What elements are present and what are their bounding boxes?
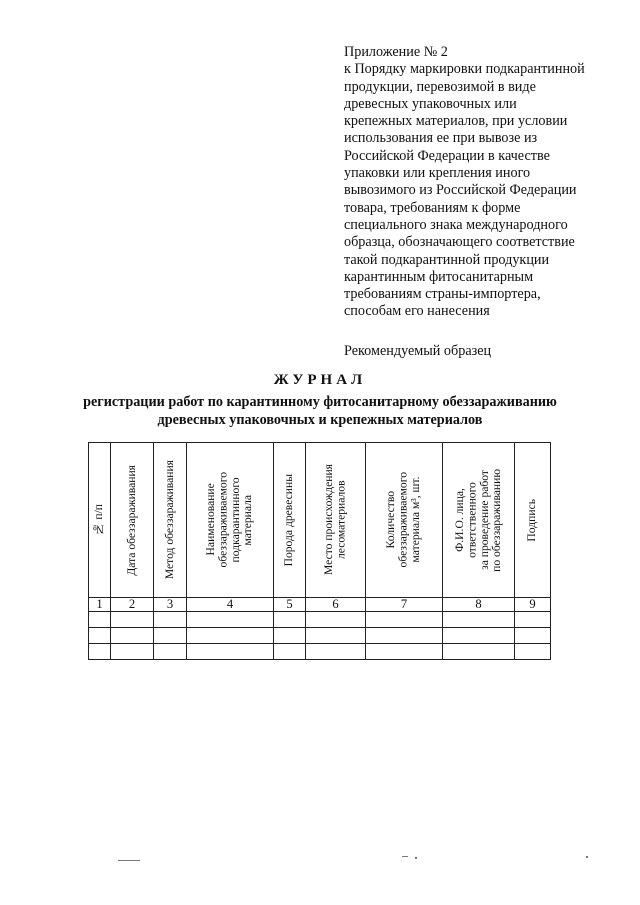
header-label: Место происхождения лесоматериалов [322,464,348,576]
appendix-line: требованиям страны-импортера, [344,286,541,303]
header-cell-signature [515,443,551,598]
appendix-line: к Порядку маркировки подкарантинной [344,61,585,78]
column-number: 5 [274,598,306,612]
column-number: 7 [366,598,443,612]
appendix-line: товара, требованиям к форме [344,199,521,216]
empty-cell [154,644,187,660]
appendix-line: древесных упаковочных или [344,95,517,112]
empty-cell [111,612,154,628]
column-number: 1 [89,598,111,612]
appendix-line: карантинным фитосанитарным [344,268,534,285]
column-number: 4 [187,598,274,612]
appendix-line: использования ее при вывозе из [344,130,538,147]
empty-cell [443,628,515,644]
header-label: Метод обеззараживания [162,460,176,580]
empty-cell [89,628,111,644]
header-cell-responsible-person [443,443,515,598]
scan-speck [415,857,417,859]
empty-cell [366,644,443,660]
appendix-line: специального знака международного [344,216,568,233]
appendix-line: крепежных материалов, при условии [344,113,568,130]
empty-cell [443,612,515,628]
column-number: 8 [443,598,515,612]
header-cell-material-name [187,443,274,598]
scan-speck [118,860,140,861]
header-label: Наименование обеззараживаемого подкарантинного материала [204,472,255,568]
header-label: Порода древесины [282,473,296,567]
empty-cell [515,612,551,628]
empty-cell [366,628,443,644]
empty-cell [306,612,366,628]
column-number: 2 [111,598,154,612]
empty-cell [89,644,111,660]
empty-cell [187,612,274,628]
empty-cell [154,628,187,644]
journal-table [88,442,551,660]
column-number-row [89,598,551,612]
header-label: Количество обеззараживаемого материала м³, шт. [384,472,423,568]
header-cell-wood-species [274,443,306,598]
empty-cell [274,612,306,628]
empty-cell [515,628,551,644]
appendix-line: образца, обозначающего соответствие [344,234,575,251]
document-subtitle-line-2: древесных упаковочных и крепежных материалов [157,412,483,428]
header-cell-quantity [366,443,443,598]
empty-cell [89,612,111,628]
empty-cell [306,628,366,644]
header-cell-date [111,443,154,598]
appendix-line: упаковки или крепления иного [344,165,531,182]
empty-cell [187,628,274,644]
column-number: 6 [306,598,366,612]
empty-cell [154,612,187,628]
empty-cell [366,612,443,628]
column-number: 3 [154,598,187,612]
empty-cell [111,644,154,660]
table-row [89,612,551,628]
header-cell-number [89,443,111,598]
document-title: ЖУРНАЛ [273,372,367,388]
appendix-line: способам его нанесения [344,303,490,320]
empty-cell [306,644,366,660]
column-number: 9 [515,598,551,612]
empty-cell [274,644,306,660]
empty-cell [443,644,515,660]
document-subtitle-line-1: регистрации работ по карантинному фитосанитарному обеззараживанию [83,394,557,410]
appendix-line: такой подкарантинной продукции [344,251,550,268]
appendix-line: вывозимого из Российской Федерации [344,182,577,199]
empty-cell [274,628,306,644]
empty-cell [515,644,551,660]
header-cell-method [154,443,187,598]
table-row [89,644,551,660]
header-label: Ф.И.О. лица, ответственного за проведение работ по обеззараживанию [452,468,503,572]
table-header-row [89,443,551,598]
empty-cell [111,628,154,644]
table-row [89,628,551,644]
scan-speck [402,856,408,857]
header-label: № п/п [92,504,106,536]
appendix-line: продукции, перевозимой в виде [344,78,536,95]
scan-speck [586,856,588,858]
header-label: Подпись [525,498,539,542]
appendix-line: Российской Федерации в качестве [344,147,550,164]
appendix-block [344,44,636,321]
header-label: Дата обеззараживания [124,464,138,576]
header-cell-origin [306,443,366,598]
appendix-line: Приложение № 2 [344,44,448,60]
recommended-sample-label: Рекомендуемый образец [344,343,492,359]
empty-cell [187,644,274,660]
